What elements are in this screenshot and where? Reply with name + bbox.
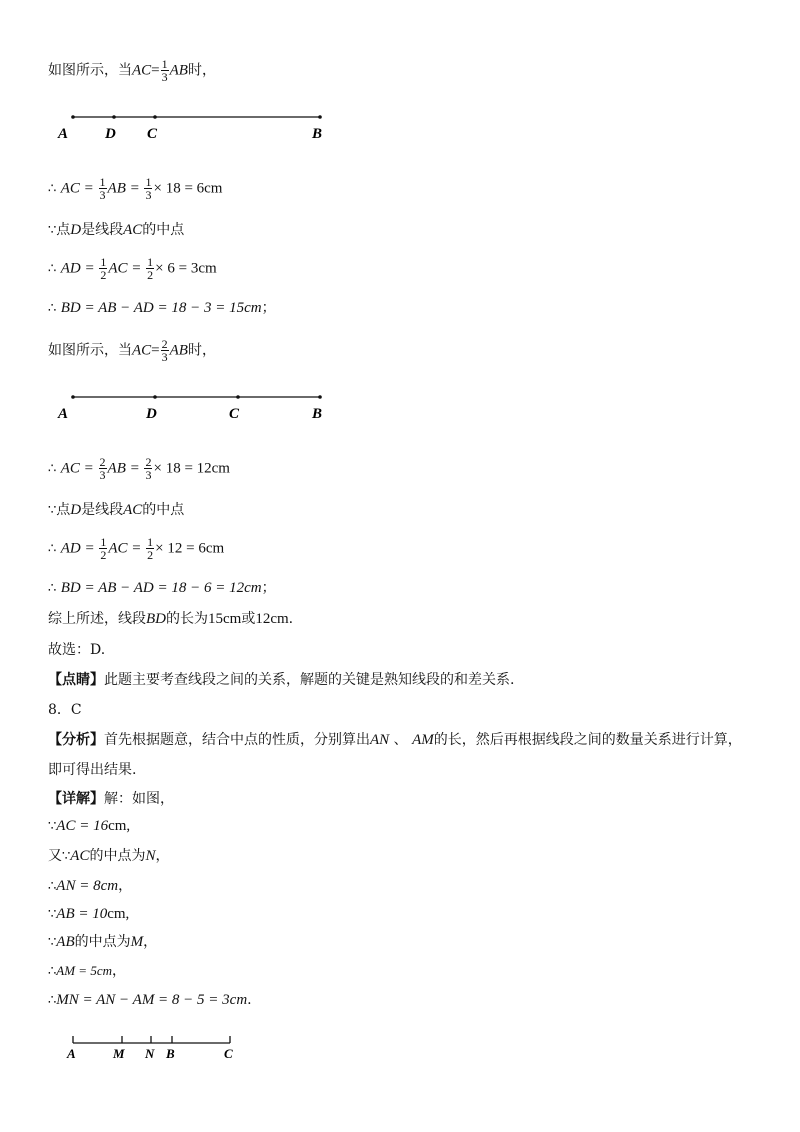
fraction: $\frac{2}{3}$: [99, 455, 106, 482]
fraction: $\frac{1}{3}$: [99, 175, 106, 202]
summary-line: 综上所述，线段BD的长为15cm或12cm.: [48, 611, 294, 627]
label-a: A: [67, 1046, 76, 1061]
label-c: C: [224, 1046, 233, 1061]
point-d: [153, 395, 157, 399]
label-b: B: [166, 1046, 175, 1061]
point-a: [71, 395, 75, 399]
comment-line: 【点睛】此题主要考查线段之间的关系，解题的关键是熟知线段的和差关系.: [48, 672, 515, 688]
point-a: [71, 115, 75, 119]
case1-step2: ∵点D是线段AC的中点: [48, 222, 185, 238]
fraction: $\frac{1}{2}$: [100, 535, 107, 562]
case2-diagram: [57, 395, 322, 422]
label-a: A: [58, 126, 69, 142]
answer-line: 故选：D.: [48, 642, 106, 658]
label-a: A: [58, 406, 69, 422]
point-d: [112, 115, 116, 119]
label-b: B: [312, 406, 323, 422]
q8-analysis-cont: 即可得出结果.: [48, 762, 137, 778]
q8-analysis: 【分析】首先根据题意，结合中点的性质，分别算出AN 、 AM的长，然后再根据线段之间的数量关系进行计算，: [48, 732, 742, 748]
label-d: D: [146, 406, 157, 422]
label-n: N: [145, 1046, 155, 1061]
case1-step4: ∴ BD = AB − AD = 18 − 3 = 15cm；: [48, 300, 276, 316]
case2-step3: ∴ AD = $\frac{1}{2}$ AC = $\frac{1}{2}$ × 12 = 6cm: [48, 535, 225, 562]
fraction: $\frac{1}{3}$: [145, 175, 152, 202]
case1-step1: ∴ AC = $\frac{1}{3}$ AB = $\frac{1}{3}$ × 18 = 6cm: [48, 175, 223, 202]
q8-line6: ∴AM = 5cm，: [48, 963, 126, 979]
point-b: [318, 115, 322, 119]
label-c: C: [229, 406, 240, 422]
case1-diagram: [57, 115, 322, 142]
case2-step2: ∵点D是线段AC的中点: [48, 502, 185, 518]
point-c: [153, 115, 157, 119]
fraction: $\frac{1}{2}$: [147, 535, 154, 562]
case1-intro: 如图所示，当AC= $\frac{1}{3}$ AB时，: [48, 57, 216, 84]
label-b: B: [312, 126, 323, 142]
q8-line7: ∴MN = AN − AM = 8 − 5 = 3cm.: [48, 992, 252, 1008]
fraction: $\frac{1}{2}$: [147, 255, 154, 282]
label-m: M: [113, 1046, 125, 1061]
label-d: D: [105, 126, 116, 142]
label-c: C: [147, 126, 158, 142]
fraction: $\frac{1}{3}$: [161, 57, 168, 84]
fraction: $\frac{2}{3}$: [161, 337, 168, 364]
point-b: [318, 395, 322, 399]
q8-line1: ∵AC = 16cm,: [48, 818, 131, 834]
q8-diagram: [66, 1036, 233, 1061]
point-c: [236, 395, 240, 399]
q8-detail: 【详解】解：如图，: [48, 791, 174, 807]
fraction: $\frac{1}{2}$: [100, 255, 107, 282]
case1-step3: ∴ AD = $\frac{1}{2}$ AC = $\frac{1}{2}$ × 6 = 3cm: [48, 255, 217, 282]
q8-line5: ∵AB的中点为M，: [48, 934, 158, 950]
q8-line2: 又∵AC的中点为N，: [48, 848, 170, 864]
case2-intro: 如图所示，当AC= $\frac{2}{3}$ AB时，: [48, 337, 216, 364]
fraction: $\frac{2}{3}$: [145, 455, 152, 482]
q8-title: 8．C: [48, 702, 82, 718]
case2-step1: ∴ AC = $\frac{2}{3}$ AB = $\frac{2}{3}$ × 18 = 12cm: [48, 455, 230, 482]
case2-step4: ∴ BD = AB − AD = 18 − 6 = 12cm；: [48, 580, 276, 596]
q8-line4: ∵AB = 10cm,: [48, 906, 130, 922]
q8-line3: ∴AN = 8cm，: [48, 878, 133, 894]
